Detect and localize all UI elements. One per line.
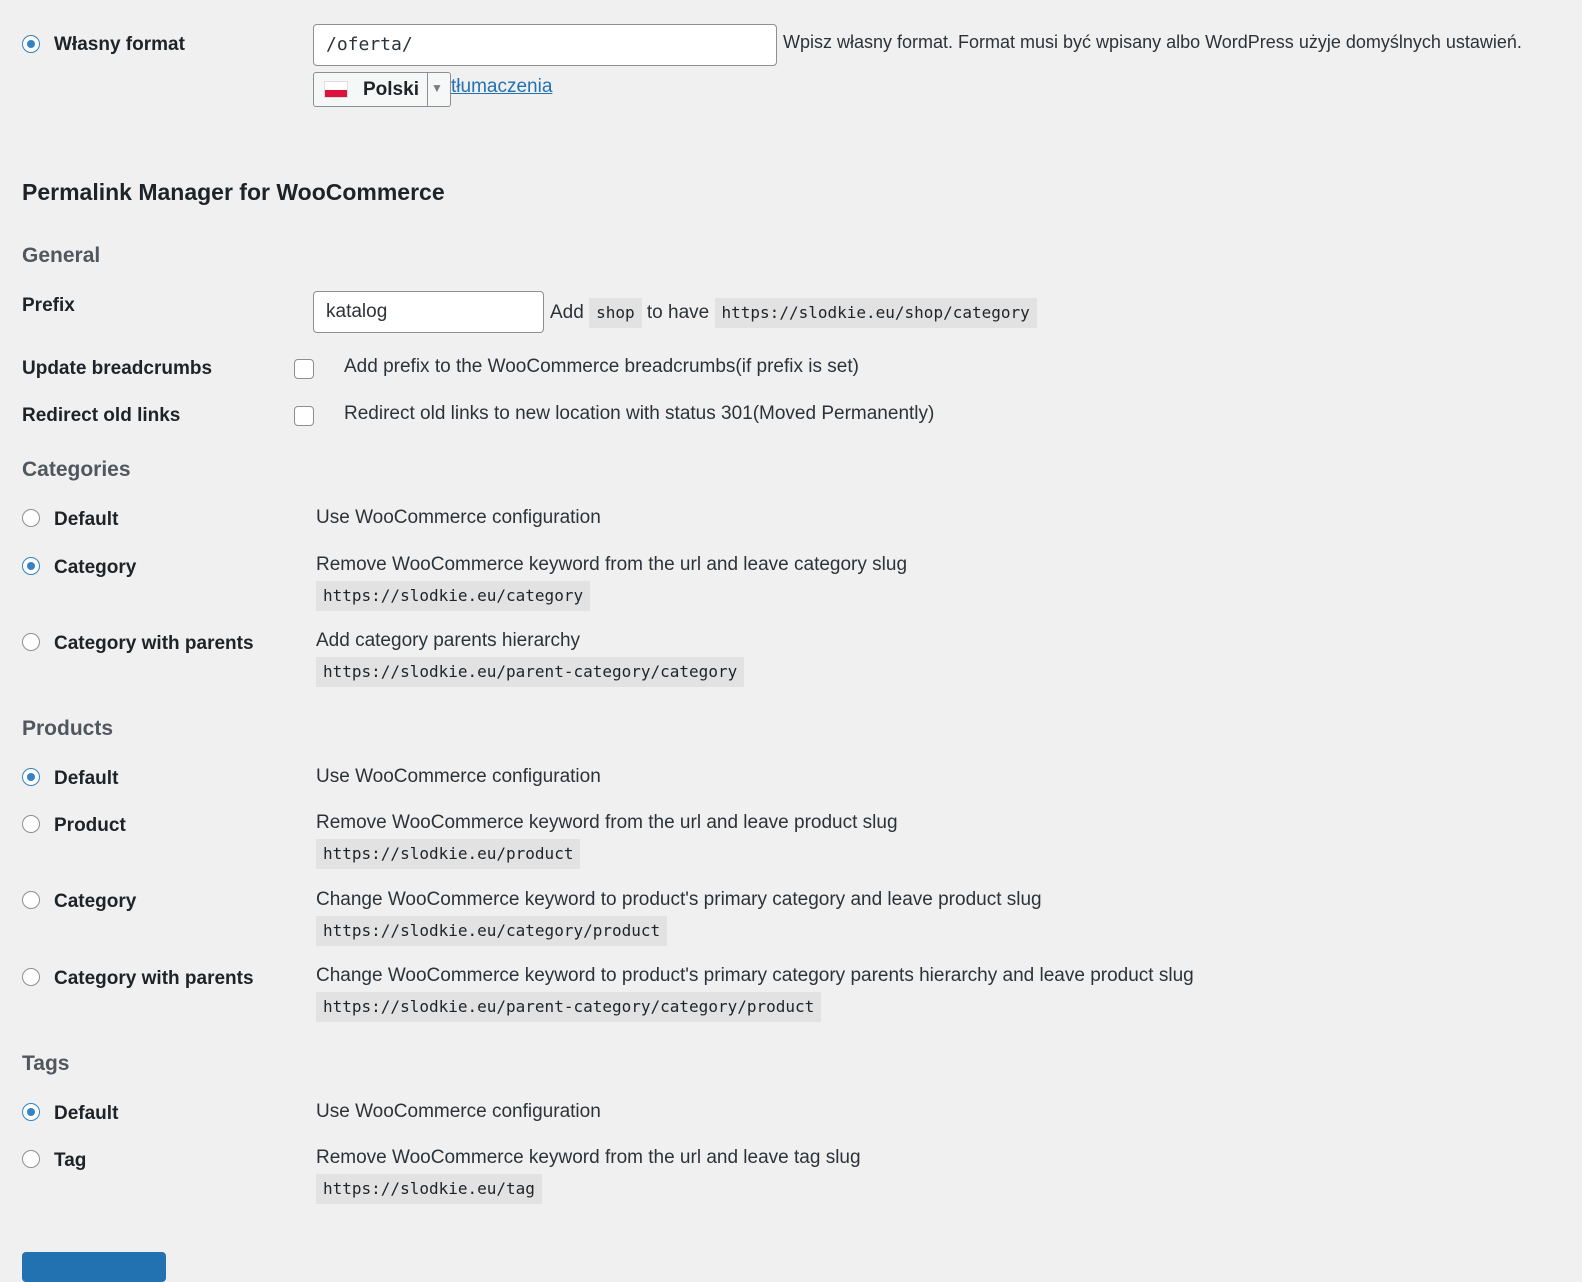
prefix-help-url: https://slodkie.eu/shop/category [715,298,1037,328]
language-select[interactable] [313,72,451,107]
tags-tag-url: https://slodkie.eu/tag [316,1174,542,1204]
redirect-label: Redirect old links [22,405,181,426]
prefix-help-code: shop [589,298,642,328]
products-category-label: Category [54,891,137,912]
products-category-radio[interactable] [22,891,40,909]
products-category-url: https://slodkie.eu/category/product [316,916,667,946]
tags-tag-label: Tag [54,1150,87,1171]
products-parents-url: https://slodkie.eu/parent-category/category/product [316,992,821,1022]
prefix-help [550,298,1037,328]
general-heading: General [22,244,101,267]
tags-tag-desc: Remove WooCommerce keyword from the url and leave tag slug [316,1147,861,1168]
custom-format-input[interactable]: /oferta/ [313,24,777,66]
prefix-help-to-have: to have [646,302,710,323]
prefix-label: Prefix [22,295,75,316]
prefix-input[interactable]: katalog [313,291,544,333]
language-selected: Polski [363,79,419,100]
tags-default-label: Default [54,1103,119,1124]
breadcrumbs-desc: Add prefix to the WooCommerce breadcrumbs(if prefix is set) [344,356,859,377]
tags-default-radio[interactable] [22,1103,40,1121]
prefix-help-add: Add [550,302,584,323]
redirect-desc: Redirect old links to new location with status 301(Moved Permanently) [344,403,935,424]
products-default-desc: Use WooCommerce configuration [316,766,601,787]
products-product-desc: Remove WooCommerce keyword from the url and leave product slug [316,812,898,833]
products-category-desc: Change WooCommerce keyword to product's primary category and leave product slug [316,889,1042,910]
tags-tag-radio[interactable] [22,1150,40,1168]
poland-flag-icon [324,81,348,98]
tags-default-desc: Use WooCommerce configuration [316,1101,601,1122]
products-default-radio[interactable] [22,768,40,786]
categories-parents-label: Category with parents [54,633,254,654]
products-default-label: Default [54,768,119,789]
products-parents-radio[interactable] [22,968,40,986]
products-product-label: Product [54,815,126,836]
categories-heading: Categories [22,458,131,481]
categories-category-label: Category [54,557,137,578]
categories-parents-desc: Add category parents hierarchy [316,630,581,651]
custom-format-help: Wpisz własny format. Format musi być wpisany albo WordPress użyje domyślnych ustawień. [783,32,1522,52]
products-parents-label: Category with parents [54,968,254,989]
custom-format-label: Własny format [54,34,185,55]
products-heading: Products [22,717,114,740]
categories-default-desc: Use WooCommerce configuration [316,507,601,528]
custom-format-radio[interactable] [22,35,40,53]
tags-heading: Tags [22,1052,70,1075]
section-title: Permalink Manager for WooCommerce [22,179,445,205]
products-product-radio[interactable] [22,815,40,833]
categories-category-desc: Remove WooCommerce keyword from the url and leave category slug [316,554,908,575]
products-parents-desc: Change WooCommerce keyword to product's primary category parents hierarchy and leave product slug [316,965,1194,986]
chevron-down-icon[interactable]: ▼ [431,81,443,95]
breadcrumbs-checkbox[interactable] [294,359,314,379]
save-changes-button[interactable] [22,1252,166,1282]
categories-category-radio[interactable] [22,557,40,575]
categories-default-label: Default [54,509,119,530]
categories-category-url: https://slodkie.eu/category [316,581,590,611]
translations-link[interactable]: tłumaczenia [451,76,553,97]
categories-parents-url: https://slodkie.eu/parent-category/category [316,657,744,687]
redirect-checkbox[interactable] [294,406,314,426]
categories-parents-radio[interactable] [22,633,40,651]
breadcrumbs-label: Update breadcrumbs [22,358,213,379]
products-product-url: https://slodkie.eu/product [316,839,580,869]
categories-default-radio[interactable] [22,509,40,527]
